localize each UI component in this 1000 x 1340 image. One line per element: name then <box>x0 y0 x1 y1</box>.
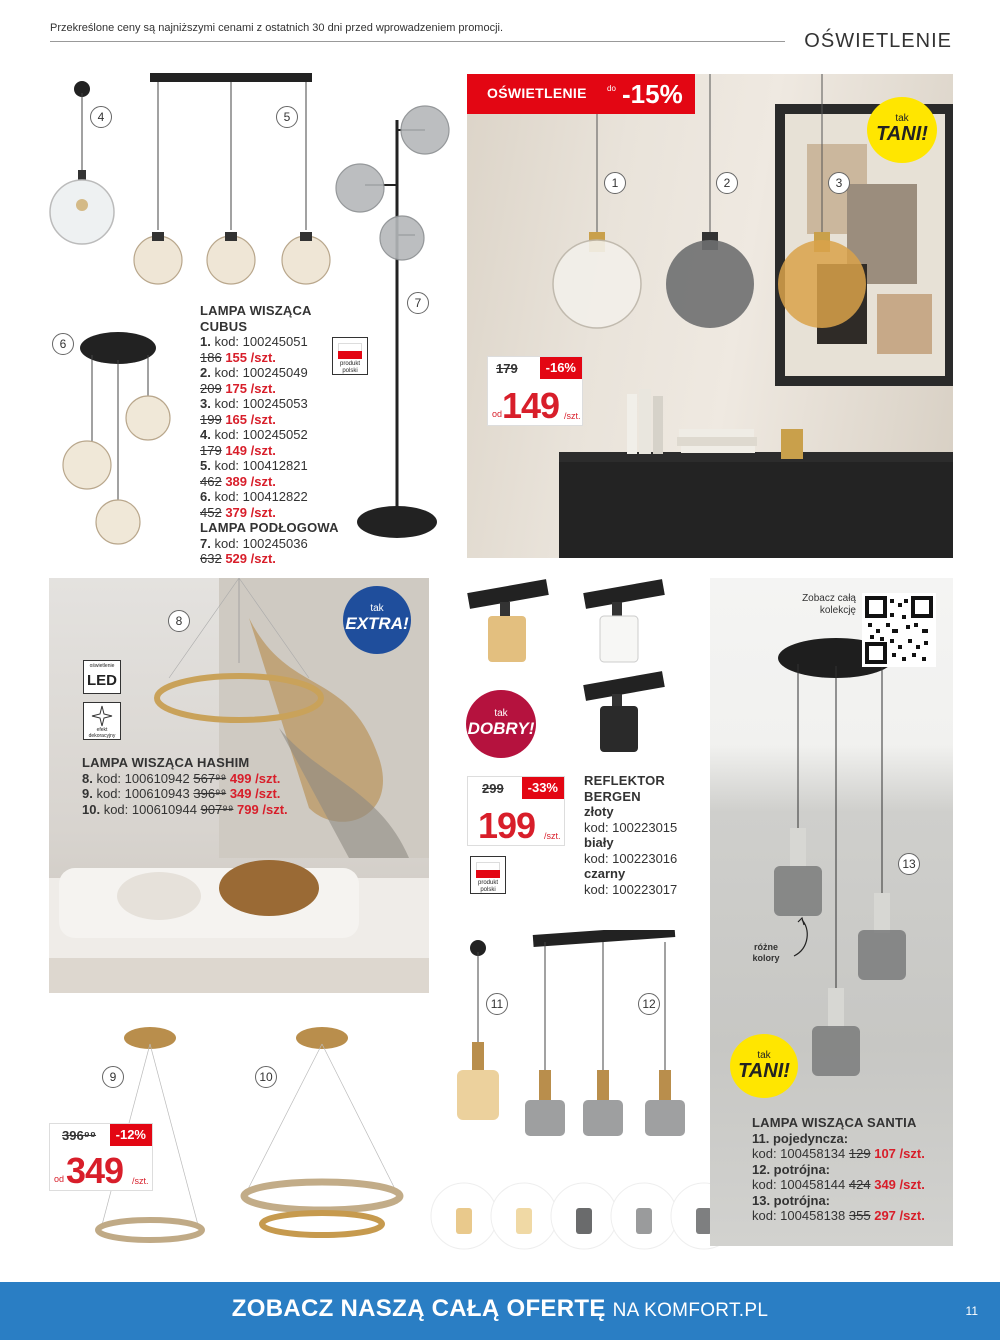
santia-product-info <box>752 1115 952 1224</box>
cubus-price-box <box>487 356 583 426</box>
discount-percent: -15% <box>622 79 683 109</box>
old-price: 452 <box>200 504 222 520</box>
old-price: 462 <box>200 473 222 489</box>
number-badge-1: 1 <box>604 172 626 194</box>
hashim-item-10: 10. kod: 100610944 907⁹⁹ 799 /szt. <box>82 801 288 817</box>
discount-badge: -12% <box>110 1124 152 1146</box>
old-price: 209 <box>200 380 222 396</box>
number-badge-13: 13 <box>898 853 920 875</box>
new-price: 165 /szt. <box>225 411 276 427</box>
santia-item-12: kod: 100458144 424 349 /szt. <box>752 1177 925 1192</box>
santia-item-11: kod: 100458134 129 107 /szt. <box>752 1146 925 1161</box>
unit-label: /szt. <box>564 411 581 421</box>
cubus-item-2: 2. kod: 100245049 <box>200 365 308 380</box>
polish-product-badge: produkt polski <box>332 337 368 375</box>
od-label: od <box>492 409 503 419</box>
footer-banner[interactable] <box>0 1282 1000 1340</box>
number-badge-12: 12 <box>638 993 660 1015</box>
tak-tani-badge: tak TANI! <box>867 97 937 163</box>
unit-label: /szt. <box>132 1176 149 1186</box>
santia-title: LAMPA WISZĄCA SANTIA <box>752 1115 917 1130</box>
number-badge-8: 8 <box>168 610 190 632</box>
number-badge-2: 2 <box>716 172 738 194</box>
qr-code-icon[interactable] <box>862 593 936 667</box>
footer-sub-text: NA KOMFORT.PL <box>612 1300 769 1321</box>
number-badge-9: 9 <box>102 1066 124 1088</box>
old-price: 299 <box>482 781 504 796</box>
tak-dobry-badge: tak DOBRY! <box>466 690 536 758</box>
main-price: 149 <box>502 385 560 426</box>
number-badge-11: 11 <box>486 993 508 1015</box>
hashim-price-box <box>49 1123 153 1191</box>
bergen-price-box <box>467 776 565 846</box>
discount-badge: -33% <box>522 777 564 799</box>
new-price: 529 /szt. <box>225 551 276 566</box>
footer-cta[interactable] <box>0 1295 1000 1323</box>
new-price: 389 /szt. <box>225 473 276 489</box>
led-badge: oświetlenie LED <box>83 660 121 694</box>
number-badge-10: 10 <box>255 1066 277 1088</box>
hashim-item-9: 9. kod: 100610943 396⁹⁹ 349 /szt. <box>82 786 281 801</box>
tak-tani-badge: tak TANI! <box>730 1034 798 1098</box>
variant-color: biały <box>584 835 614 850</box>
number-badge-7: 7 <box>407 292 429 314</box>
new-price: 155 /szt. <box>225 349 276 365</box>
floor-lamp-item: 7. kod: 100245036 <box>200 535 308 551</box>
polish-product-badge: produkt polski <box>470 856 506 894</box>
santia-item-12-label: 12. potrójna: <box>752 1161 831 1177</box>
cubus-item-1: 1. kod: 100245051 <box>200 334 308 349</box>
number-badge-4: 4 <box>90 106 112 128</box>
tak-extra-badge: tak EXTRA! <box>343 586 411 654</box>
new-price: 175 /szt. <box>225 380 276 396</box>
new-price: 149 /szt. <box>225 442 276 458</box>
number-badge-5: 5 <box>276 106 298 128</box>
colors-label: różne kolory <box>752 942 780 963</box>
old-price: 179 <box>200 442 222 458</box>
promo-disclaimer: Przekreślone ceny są najniższymi cenami z ostatnich 30 dni przed wprowadzeniem promocji. <box>50 22 504 34</box>
floor-lamp-title: LAMPA PODŁOGOWA <box>200 520 339 535</box>
discount-badge: -16% <box>540 357 582 379</box>
hashim-item-8: 8. kod: 100610942 567⁹⁹ 499 /szt. <box>82 770 281 786</box>
new-price: 379 /szt. <box>225 504 276 520</box>
old-price: 186 <box>200 349 222 365</box>
santia-item-11-label: 11. pojedyncza: <box>752 1130 849 1146</box>
footer-main-text: ZOBACZ NASZĄ CAŁĄ OFERTĘ <box>231 1295 606 1322</box>
cubus-item-3: 3. kod: 100245053 <box>200 396 308 411</box>
unit-label: /szt. <box>544 831 561 841</box>
qr-label: Zobacz całą kolekcję <box>802 593 856 616</box>
cubus-item-6: 6. kod: 100412822 <box>200 489 308 504</box>
bergen-product-info: REFLEKTOR BERGEN złoty kod: 100223015 biały kod: 100223016 czarny kod: 100223017 <box>584 773 704 897</box>
category-discount-banner: OŚWIETLENIE -15% <box>467 74 695 114</box>
hashim-title: LAMPA WISZĄCA HASHIM <box>82 755 250 770</box>
santia-color-swatches <box>430 1172 730 1272</box>
main-price: 349 <box>66 1150 124 1191</box>
cubus-title: LAMPA WISZĄCA CUBUS <box>200 303 312 334</box>
cubus-item-4: 4. kod: 100245052 <box>200 427 308 442</box>
cubus-item-5: 5. kod: 100412821 <box>200 458 308 473</box>
old-price: 632 <box>200 551 222 566</box>
od-label: od <box>54 1174 65 1184</box>
discount-od-label: do <box>607 84 616 93</box>
variant-color: złoty <box>584 804 614 819</box>
bergen-title: REFLEKTOR <box>584 773 666 788</box>
hashim-product-info <box>82 755 412 817</box>
variant-color: czarny <box>584 866 626 881</box>
old-price: 396⁹⁹ <box>62 1128 97 1143</box>
number-badge-3: 3 <box>828 172 850 194</box>
number-badge-6: 6 <box>52 333 74 355</box>
sparkle-icon <box>84 704 120 728</box>
santia-item-13-label: 13. potrójna: <box>752 1192 831 1208</box>
main-price: 199 <box>478 805 536 846</box>
santia-item-13: kod: 100458138 355 297 /szt. <box>752 1208 925 1223</box>
decorative-effect-badge: efekt dekoracyjny <box>83 702 121 740</box>
old-price: 179 <box>496 361 518 376</box>
page-number: 11 <box>965 1304 978 1318</box>
header-divider <box>50 41 785 42</box>
section-title: OŚWIETLENIE <box>804 30 952 52</box>
old-price: 199 <box>200 411 222 427</box>
